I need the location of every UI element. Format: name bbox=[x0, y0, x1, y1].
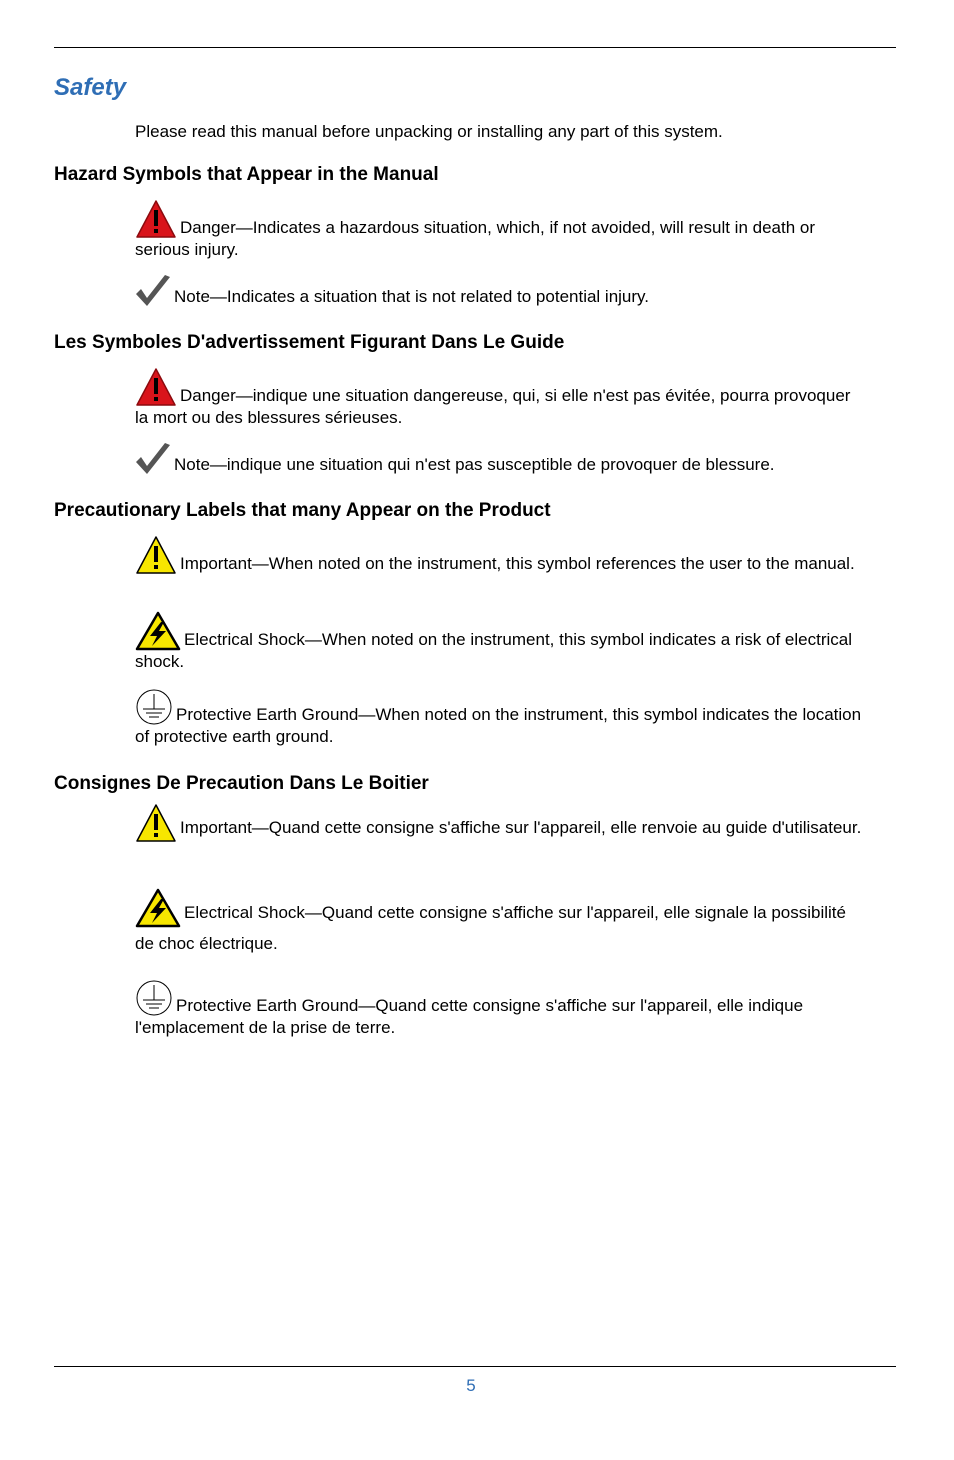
item-text: Danger—Indicates a hazardous situation, which, if not avoided, will result in death or serious injury. bbox=[135, 218, 816, 259]
protective-earth-ground-icon bbox=[135, 979, 173, 1017]
item-text: Note—indique une situation qui n'est pas susceptible de provoquer de blessure. bbox=[174, 455, 775, 474]
checkmark-icon bbox=[135, 274, 171, 308]
item-text: Important—When noted on the instrument, this symbol references the user to the manual. bbox=[180, 554, 855, 573]
consignes-item-protective-earth-ground bbox=[135, 979, 865, 1039]
symboles-item-note bbox=[135, 442, 865, 476]
section-heading-consignes: Consignes De Precaution Dans Le Boitier bbox=[54, 773, 429, 794]
symboles-item-danger bbox=[135, 367, 865, 429]
item-text: Danger—indique une situation dangereuse, qui, si elle n'est pas évitée, pourra provoquer la mort ou des blessures sérieuses. bbox=[135, 386, 851, 427]
caution-icon bbox=[135, 535, 177, 575]
electrical-shock-icon bbox=[135, 611, 181, 651]
danger-icon bbox=[135, 367, 177, 407]
protective-earth-ground-icon bbox=[135, 688, 173, 726]
section-heading-precautionary-labels: Precautionary Labels that many Appear on the Product bbox=[54, 500, 551, 521]
item-text: Electrical Shock—When noted on the instrument, this symbol indicates a risk of electrical shock. bbox=[135, 630, 853, 671]
item-text: Electrical Shock—Quand cette consigne s'affiche sur l'appareil, elle signale la possibilité de choc électrique. bbox=[135, 903, 846, 953]
page-title: Safety bbox=[54, 74, 127, 101]
page-number: 5 bbox=[466, 1376, 476, 1395]
footer-rule bbox=[54, 1366, 896, 1367]
labels-item-electrical-shock bbox=[135, 611, 865, 673]
labels-item-protective-earth-ground bbox=[135, 688, 865, 748]
consignes-item-important bbox=[135, 803, 865, 843]
section-heading-symboles: Les Symboles D'advertissement Figurant Dans Le Guide bbox=[54, 332, 565, 353]
intro-text: Please read this manual before unpacking or installing any part of this system. bbox=[135, 122, 723, 141]
item-text: Important—Quand cette consigne s'affiche sur l'appareil, elle renvoie au guide d'utilisateur. bbox=[180, 818, 862, 837]
electrical-shock-icon bbox=[135, 888, 181, 928]
checkmark-icon bbox=[135, 442, 171, 476]
item-text: Note—Indicates a situation that is not related to potential injury. bbox=[174, 287, 650, 306]
consignes-item-electrical-shock bbox=[135, 888, 865, 959]
caution-icon bbox=[135, 803, 177, 843]
labels-item-important bbox=[135, 535, 865, 575]
item-text: Protective Earth Ground—When noted on the instrument, this symbol indicates the location of protective earth ground. bbox=[135, 705, 862, 746]
danger-icon bbox=[135, 199, 177, 239]
hazard-item-danger bbox=[135, 199, 865, 261]
item-text: Protective Earth Ground—Quand cette consigne s'affiche sur l'appareil, elle indique l'emplacement de la prise de terre. bbox=[135, 996, 804, 1037]
header-rule bbox=[54, 47, 896, 48]
hazard-item-note bbox=[135, 274, 865, 308]
section-heading-hazard-symbols: Hazard Symbols that Appear in the Manual bbox=[54, 164, 439, 185]
